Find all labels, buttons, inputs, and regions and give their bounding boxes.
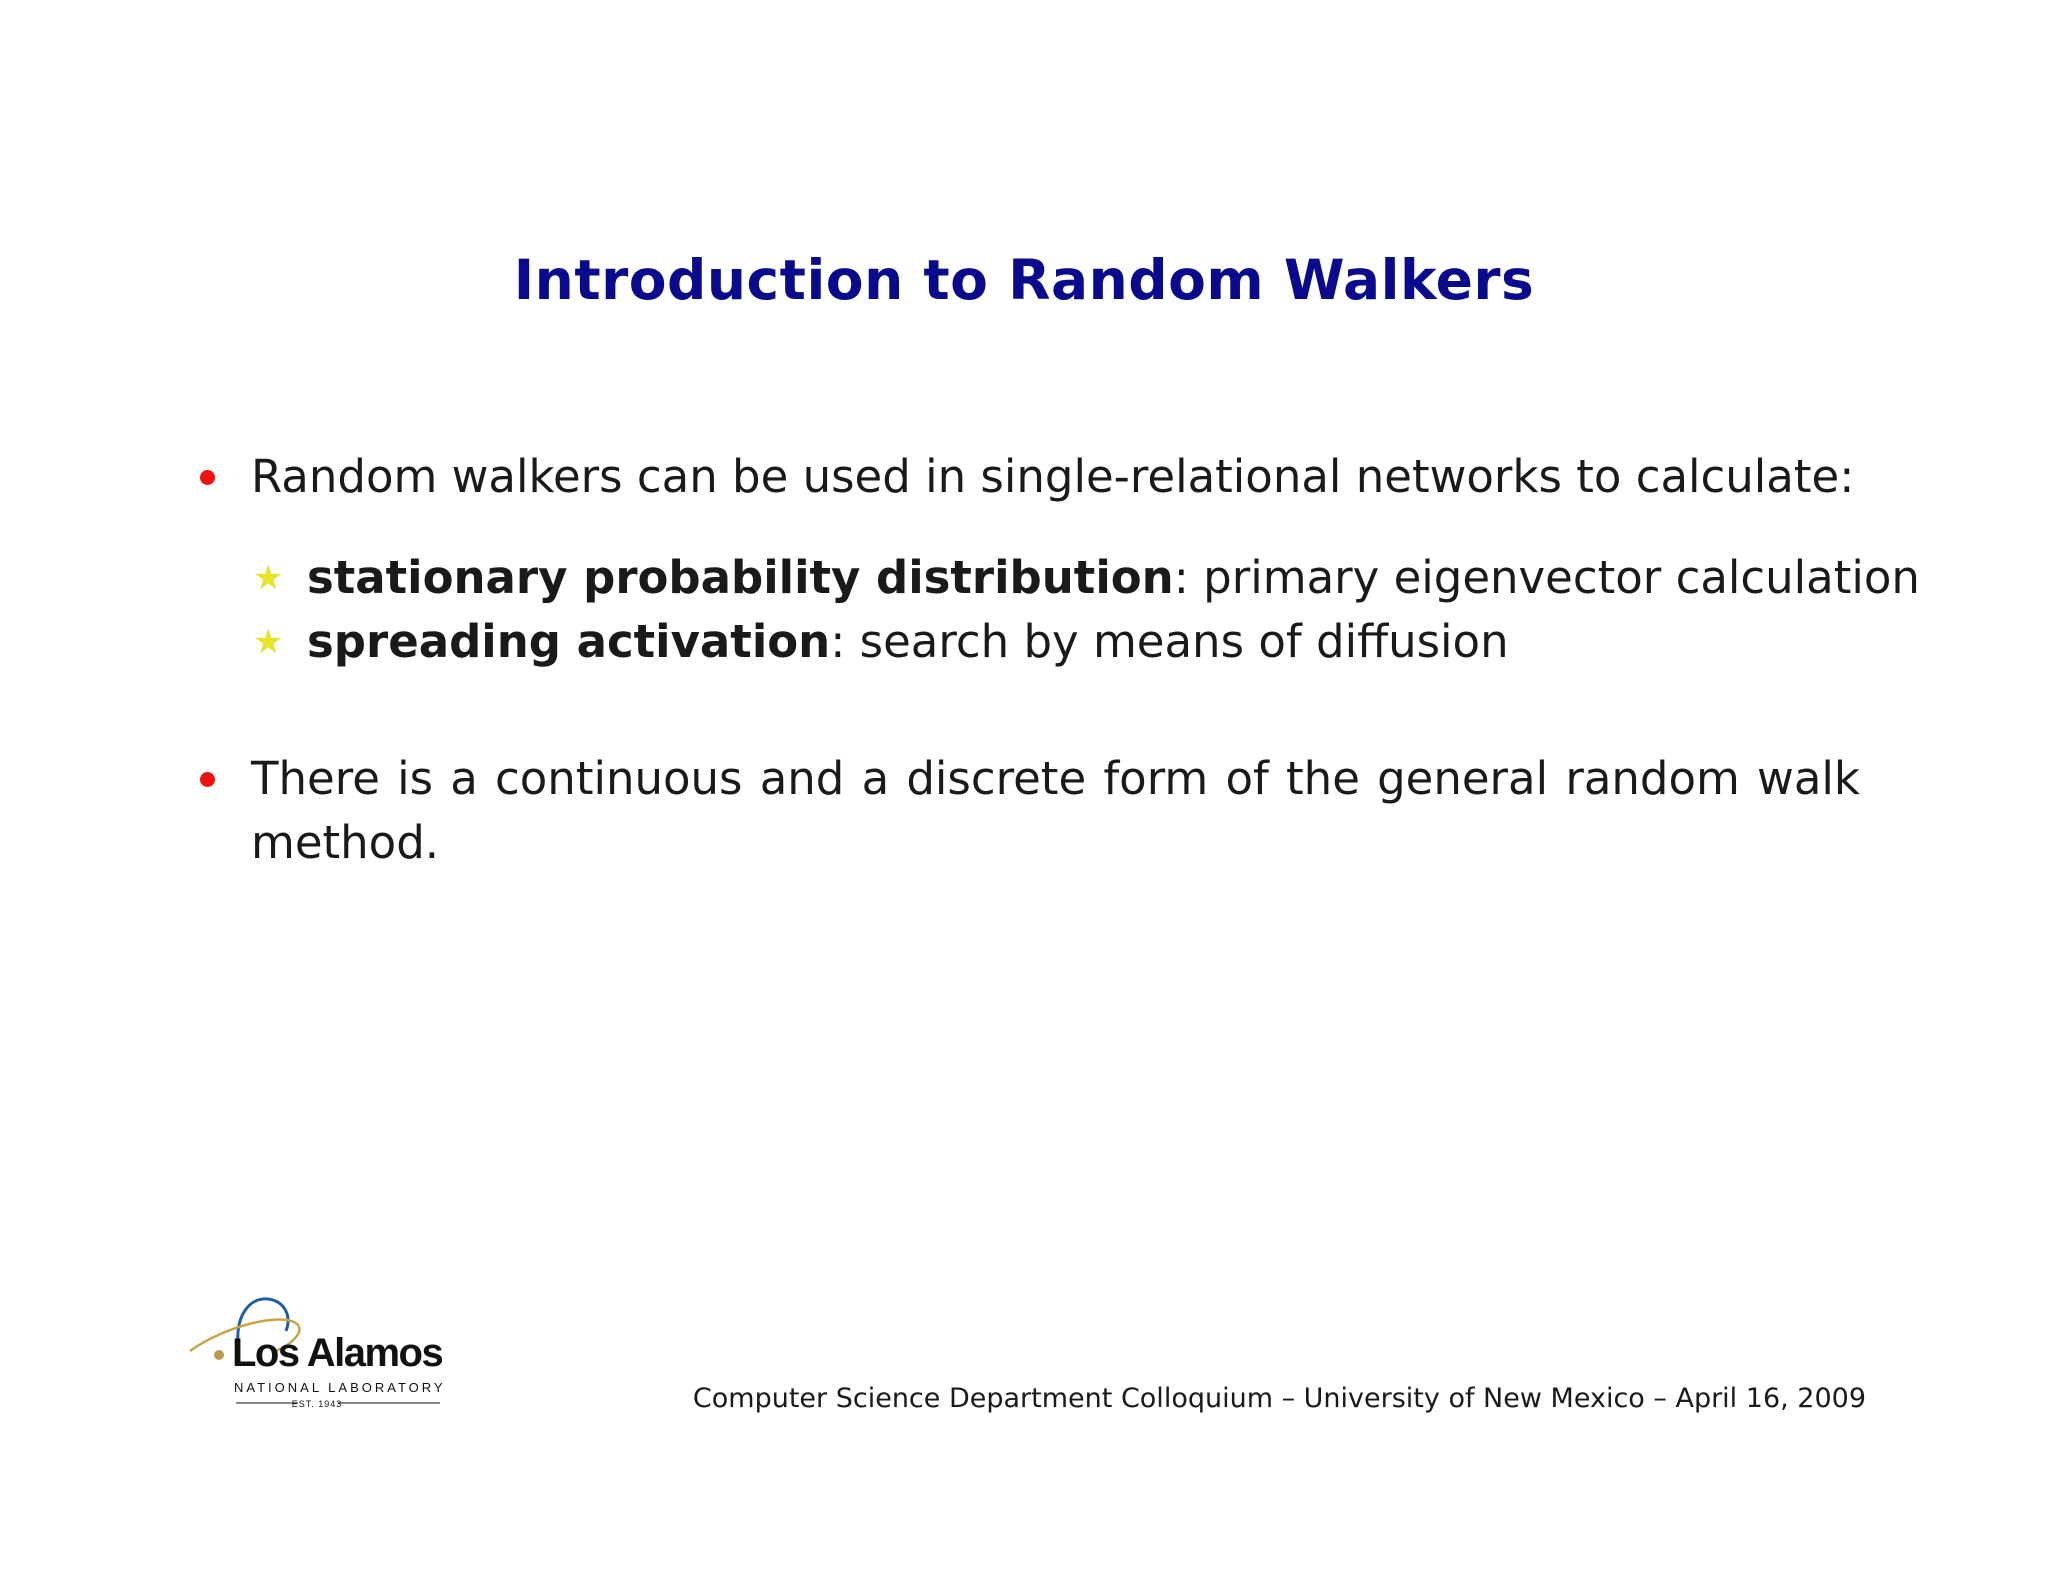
- subbullet-separator-2: :: [830, 615, 846, 668]
- subbullet-term-2: spreading activation: [307, 615, 831, 668]
- bullet-text-2: There is a continuous and a discrete form of the general random walk method.: [251, 752, 1860, 869]
- subbullet-desc-2: search by means of diffusion: [845, 615, 1509, 668]
- star-icon: ★: [253, 622, 284, 662]
- logo-wordmark: Los Alamos: [232, 1331, 443, 1375]
- logo-established: EST. 1943: [291, 1399, 343, 1409]
- logo-subtitle: NATIONAL LABORATORY: [234, 1380, 446, 1395]
- bullet-item-2: [200, 747, 1860, 875]
- subbullet-item-1: [253, 546, 1920, 610]
- subbullet-separator-1: :: [1173, 551, 1189, 604]
- slide-footer: Computer Science Department Colloquium – University of New Mexico – April 16, 2009: [692, 1383, 1866, 1414]
- bullet-item-1: [200, 445, 1854, 509]
- star-icon: ★: [253, 558, 284, 598]
- red-dot-icon: [200, 772, 215, 787]
- subbullet-text-1: [307, 546, 1920, 610]
- subbullet-text-2: [307, 610, 1509, 674]
- slide-title: Introduction to Random Walkers: [513, 248, 1535, 312]
- subbullet-desc-1: primary eigenvector calculation: [1188, 551, 1920, 604]
- subbullet-term-1: stationary probability distribution: [307, 551, 1174, 604]
- los-alamos-logo: [186, 1285, 448, 1415]
- subbullet-item-2: [253, 610, 1509, 674]
- bullet-text-1: Random walkers can be used in single-relational networks to calculate:: [251, 450, 1855, 503]
- red-dot-icon: [200, 470, 215, 485]
